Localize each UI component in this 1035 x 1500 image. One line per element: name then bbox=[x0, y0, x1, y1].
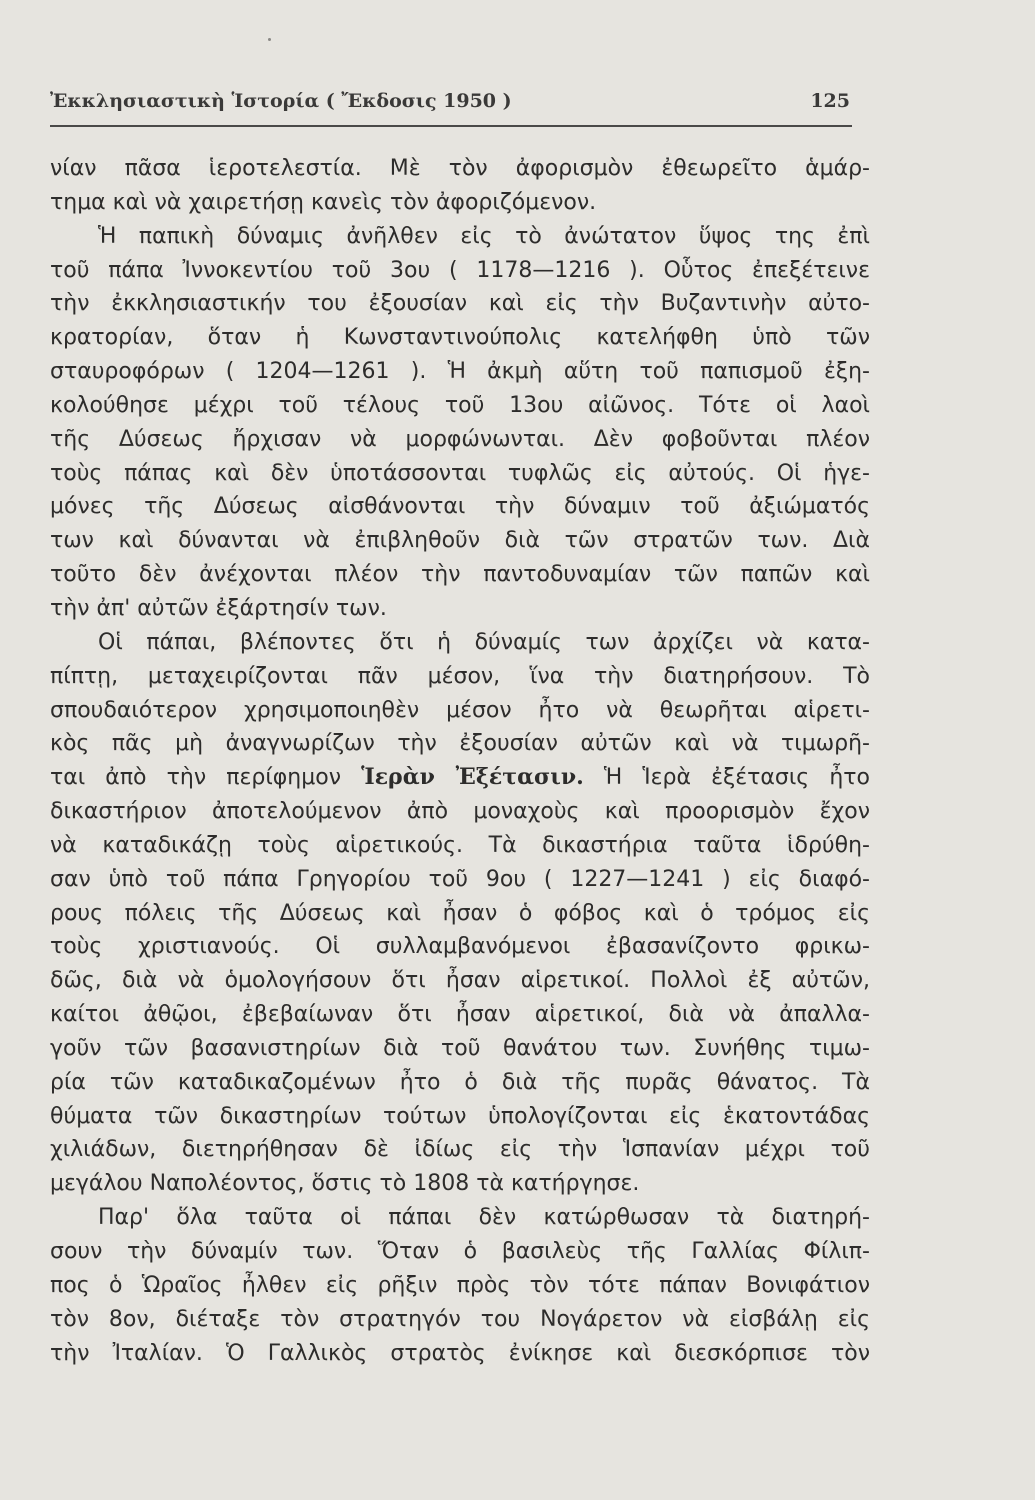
text-line: κρατορίαν, ὅταν ἡ Κωνσταντινούπολις κατελήφθη ὑπὸ τῶν bbox=[50, 325, 870, 351]
text-line: γοῦν τῶν βασανιστηρίων διὰ τοῦ θανάτου των. Συνήθης τιμω- bbox=[50, 1035, 870, 1061]
body-text bbox=[50, 152, 870, 1370]
text-line: κὸς πᾶς μὴ ἀναγνωρίζων τὴν ἐξουσίαν αὐτῶν καὶ νὰ τιμωρῆ- bbox=[50, 731, 870, 757]
text-line: καίτοι ἀθῷοι, ἐβεβαίωναν ὅτι ἦσαν αἱρετικοί, διὰ νὰ ἀπαλλα- bbox=[50, 1002, 870, 1028]
text-line: τημα καὶ νὰ χαιρετήσῃ κανεὶς τὸν ἀφοριζόμενον. bbox=[50, 189, 597, 215]
text-line: τοῦ πάπα Ἰννοκεντίου τοῦ 3ου ( 1178—1216 ). Οὗτος ἐπεξέτεινε bbox=[50, 257, 870, 283]
text-line: τὴν ἀπ' αὐτῶν ἐξάρτησίν των. bbox=[50, 595, 387, 621]
text-line: τὴν Ἰταλίαν. Ὁ Γαλλικὸς στρατὸς ἐνίκησε καὶ διεσκόρπισε τὸν bbox=[50, 1340, 870, 1366]
running-title: Ἐκκλησιαστικὴ Ἱστορία ( Ἔκδοσις 1950 ) bbox=[50, 90, 512, 112]
text-line: σπουδαιότερον χρησιμοποιηθὲν μέσον ἦτο νὰ θεωρῆται αἱρετι- bbox=[50, 697, 870, 723]
text-line: ρους πόλεις τῆς Δύσεως καὶ ἦσαν ὁ φόβος καὶ ὁ τρόμος εἰς bbox=[50, 900, 870, 926]
page-header bbox=[50, 90, 850, 120]
paper-speck bbox=[268, 38, 271, 41]
text-line: πίπτῃ, μεταχειρίζονται πᾶν μέσον, ἵνα τὴν διατηρήσουν. Τὸ bbox=[50, 663, 870, 689]
line-segment: Ἡ Ἱερὰ ἐξέτασις ἦτο bbox=[583, 765, 870, 791]
text-line: σαν ὑπὸ τοῦ πάπα Γρηγορίου τοῦ 9ου ( 1227—1241 ) εἰς διαφό- bbox=[50, 866, 870, 892]
text-line: δικαστήριον ἀποτελούμενον ἀπὸ μοναχοὺς καὶ προορισμὸν ἔχον bbox=[50, 799, 870, 825]
text-line: Παρ' ὅλα ταῦτα οἱ πάπαι δὲν κατώρθωσαν τὰ διατηρή- bbox=[98, 1205, 870, 1231]
emphasized-term: Ἱερὰν Ἐξέτασιν. bbox=[361, 764, 584, 791]
text-line: μεγάλου Ναπολέοντος, ὅστις τὸ 1808 τὰ κατήργησε. bbox=[50, 1171, 640, 1197]
text-line: τοῦτο δὲν ἀνέχονται πλέον τὴν παντοδυναμίαν τῶν παπῶν καὶ bbox=[50, 562, 870, 588]
text-line: πος ὁ Ὡραῖος ἦλθεν εἰς ρῆξιν πρὸς τὸν τότε πάπαν Βονιφάτιον bbox=[50, 1272, 870, 1298]
text-line: ρία τῶν καταδικαζομένων ἦτο ὁ διὰ τῆς πυρᾶς θάνατος. Τὰ bbox=[50, 1069, 870, 1095]
text-line: σουν τὴν δύναμίν των. Ὅταν ὁ βασιλεὺς τῆς Γαλλίας Φίλιπ- bbox=[50, 1239, 870, 1264]
text-line: τοὺς χριστιανούς. Οἱ συλλαμβανόμενοι ἐβασανίζοντο φρικω- bbox=[50, 934, 870, 960]
text-line: Οἱ πάπαι, βλέποντες ὅτι ἡ δύναμίς των ἀρχίζει νὰ κατα- bbox=[98, 629, 870, 655]
text-line bbox=[50, 761, 870, 795]
text-line: σταυροφόρων ( 1204—1261 ). Ἡ ἀκμὴ αὕτη τοῦ παπισμοῦ ἐξη- bbox=[50, 359, 870, 385]
text-line: των καὶ δύνανται νὰ ἐπιβληθοῦν διὰ τῶν στρατῶν των. Διὰ bbox=[50, 528, 870, 554]
text-line: κολούθησε μέχρι τοῦ τέλους τοῦ 13ου αἰῶνος. Τότε οἱ λαοὶ bbox=[50, 392, 870, 418]
text-line: Ἡ παπικὴ δύναμις ἀνῆλθεν εἰς τὸ ἀνώτατον ὕψος της ἐπὶ bbox=[98, 223, 870, 249]
header-rule bbox=[50, 125, 852, 127]
text-line: τῆς Δύσεως ἤρχισαν νὰ μορφώνωνται. Δὲν φοβοῦνται πλέον bbox=[50, 426, 870, 452]
text-line: νὰ καταδικάζῃ τοὺς αἱρετικούς. Τὰ δικαστήρια ταῦτα ἱδρύθη- bbox=[50, 832, 870, 858]
page-number: 125 bbox=[810, 90, 850, 112]
line-segment: ται ἀπὸ τὴν περίφημον bbox=[50, 765, 362, 791]
text-line: δῶς, διὰ νὰ ὁμολογήσουν ὅτι ἦσαν αἱρετικοί. Πολλοὶ ἐξ αὐτῶν, bbox=[50, 968, 870, 994]
text-line: νίαν πᾶσα ἱεροτελεστία. Μὲ τὸν ἀφορισμὸν ἐθεωρεῖτο ἁμάρ- bbox=[50, 156, 870, 181]
text-line: τὴν ἐκκλησιαστικήν του ἐξουσίαν καὶ εἰς τὴν Βυζαντινὴν αὐτο- bbox=[50, 291, 870, 317]
text-line: τοὺς πάπας καὶ δὲν ὑποτάσσονται τυφλῶς εἰς αὐτούς. Οἱ ἡγε- bbox=[50, 460, 870, 486]
text-line: τὸν 8ον, διέταξε τὸν στρατηγόν του Νογάρετον νὰ εἰσβάλῃ εἰς bbox=[50, 1306, 870, 1332]
text-line: χιλιάδων, διετηρήθησαν δὲ ἰδίως εἰς τὴν Ἱσπανίαν μέχρι τοῦ bbox=[50, 1137, 870, 1163]
text-line: θύματα τῶν δικαστηρίων τούτων ὑπολογίζονται εἰς ἑκατοντάδας bbox=[50, 1103, 870, 1129]
text-line: μόνες τῆς Δύσεως αἰσθάνονται τὴν δύναμιν τοῦ ἀξιώματός bbox=[50, 494, 870, 520]
